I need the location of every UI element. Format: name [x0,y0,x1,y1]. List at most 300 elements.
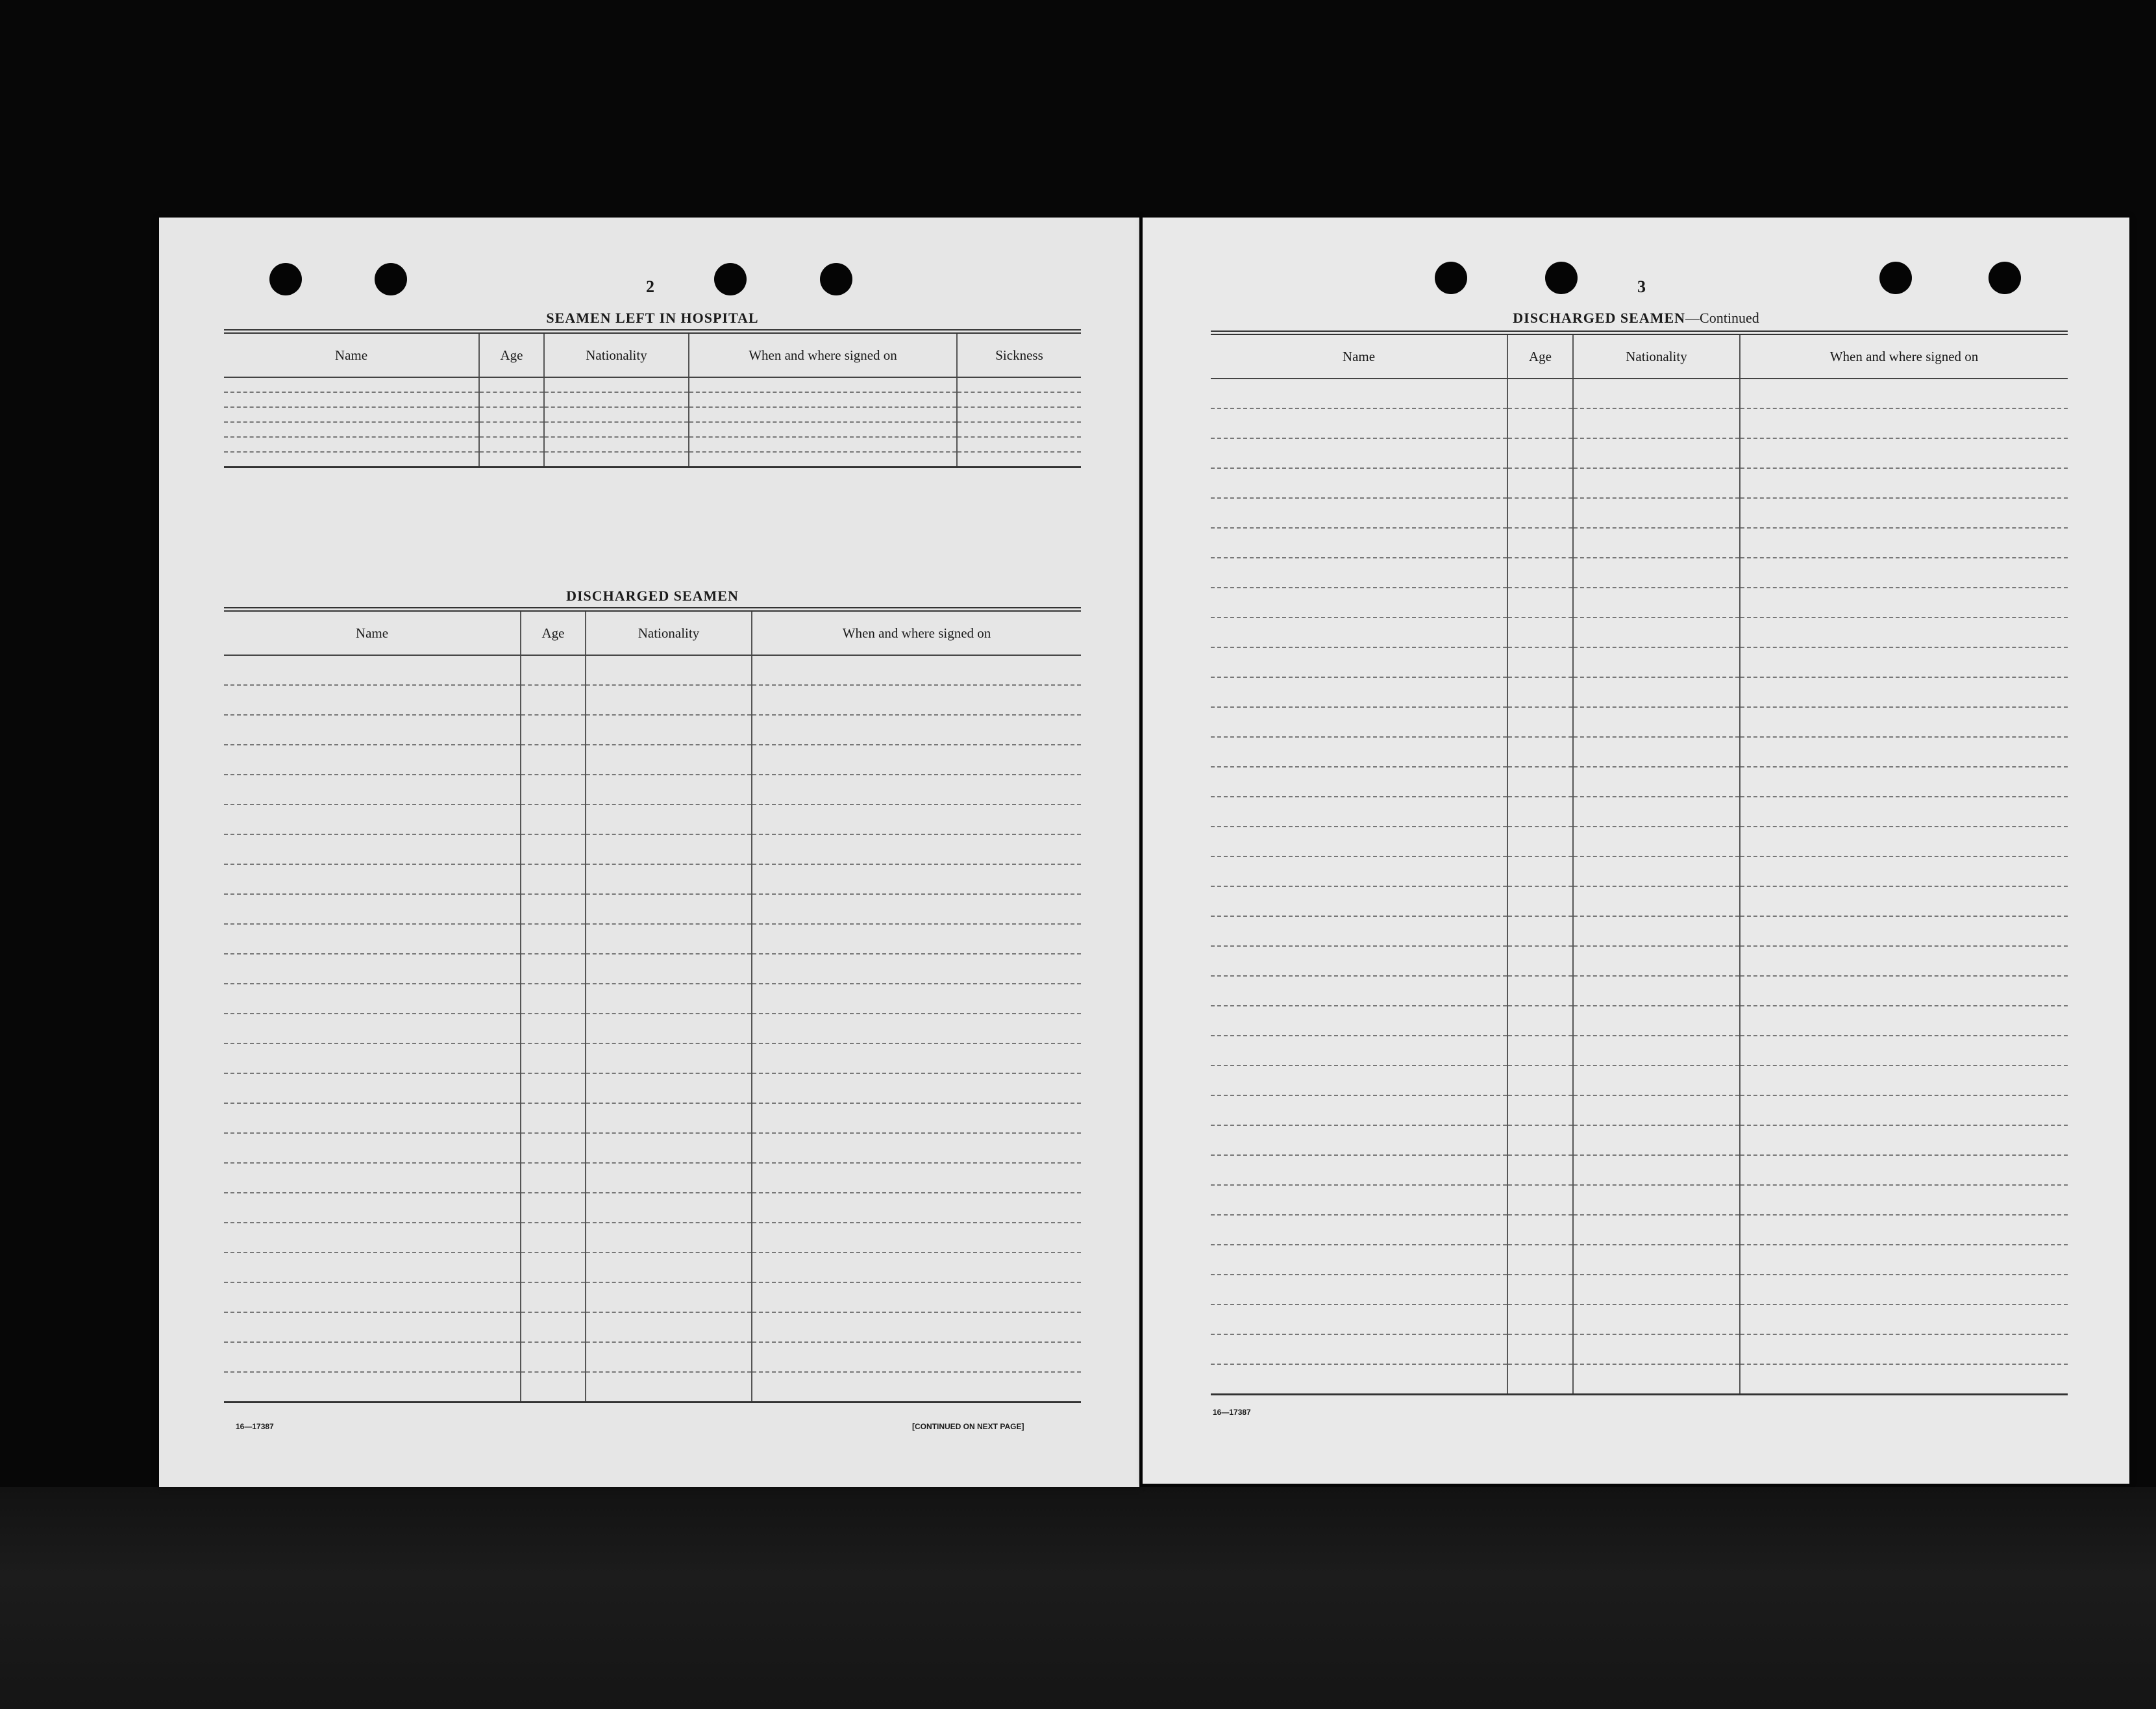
table-cell[interactable] [224,1043,521,1073]
table-cell[interactable] [1507,946,1573,976]
table-cell[interactable] [1507,1155,1573,1185]
table-header-row [1211,333,2068,379]
table-cell[interactable] [521,685,586,715]
table-cell[interactable] [1573,946,1740,976]
table-cell[interactable] [521,834,586,864]
table-cell[interactable] [1507,498,1573,528]
table-cell[interactable] [1740,797,2068,827]
table-cell[interactable] [1507,856,1573,886]
table-cell[interactable] [1740,408,2068,438]
table-cell[interactable] [1211,1185,1507,1215]
table-cell[interactable] [1573,707,1740,737]
table-cell[interactable] [752,1163,1081,1193]
table-cell[interactable] [586,745,752,775]
discharged-continued-title [1143,310,2129,327]
table-cell[interactable] [224,452,479,467]
table-cell[interactable] [1211,946,1507,976]
table-cell[interactable] [1211,1334,1507,1364]
table-cell[interactable] [521,1372,586,1402]
table-cell[interactable] [544,407,689,422]
table-cell[interactable] [1507,737,1573,767]
table-cell[interactable] [752,894,1081,924]
page-number: 2 [646,277,654,296]
table-cell[interactable] [1740,1066,2068,1095]
table-cell[interactable] [224,1342,521,1372]
table-cell[interactable] [1507,886,1573,916]
table-cell[interactable] [1507,1185,1573,1215]
table-cell[interactable] [1740,886,2068,916]
table-cell[interactable] [521,1223,586,1253]
table-cell[interactable] [224,834,521,864]
table-header-row [224,610,1081,656]
table-cell[interactable] [586,685,752,715]
table-row [1211,827,2068,856]
table-cell[interactable] [1573,498,1740,528]
table-cell[interactable] [586,864,752,894]
table-cell[interactable] [224,924,521,954]
table-cell[interactable] [752,805,1081,834]
table-cell[interactable] [521,1133,586,1163]
table-cell[interactable] [224,1223,521,1253]
table-cell[interactable] [1573,1364,1740,1394]
table-cell[interactable] [1211,1245,1507,1275]
table-row [1211,1155,2068,1185]
table-cell[interactable] [586,775,752,805]
table-cell[interactable] [752,715,1081,745]
column-header-signed-on: When and where signed on [1740,333,2068,379]
table-cell[interactable] [1573,468,1740,498]
table-cell[interactable] [1740,1155,2068,1185]
table-cell[interactable] [1211,1125,1507,1155]
column-header-nationality: Nationality [586,610,752,656]
table-cell[interactable] [1507,767,1573,797]
table-cell[interactable] [521,1253,586,1282]
table-cell[interactable] [1573,1185,1740,1215]
table-cell[interactable] [586,1342,752,1372]
table-cell[interactable] [1573,558,1740,588]
table-cell[interactable] [1573,647,1740,677]
table-cell[interactable] [521,1312,586,1342]
table-cell[interactable] [1740,916,2068,946]
table-cell[interactable] [1507,558,1573,588]
table-cell[interactable] [1507,1066,1573,1095]
table-cell[interactable] [586,805,752,834]
table-cell[interactable] [521,1342,586,1372]
table-cell[interactable] [1573,617,1740,647]
table-cell[interactable] [1740,856,2068,886]
table-row [1211,1364,2068,1394]
table-cell[interactable] [1507,1245,1573,1275]
table-cell[interactable] [1573,1304,1740,1334]
table-cell[interactable] [224,1103,521,1133]
table-cell[interactable] [521,655,586,685]
table-cell[interactable] [752,1342,1081,1372]
table-cell[interactable] [479,437,544,452]
table-cell[interactable] [521,1163,586,1193]
table-cell[interactable] [1740,1245,2068,1275]
table-cell[interactable] [1740,438,2068,468]
table-cell[interactable] [1211,856,1507,886]
table-cell[interactable] [521,864,586,894]
table-cell[interactable] [224,984,521,1014]
table-cell[interactable] [224,392,479,407]
table-cell[interactable] [1573,1334,1740,1364]
table-cell[interactable] [224,1014,521,1043]
table-cell[interactable] [1573,856,1740,886]
table-cell[interactable] [479,407,544,422]
table-cell[interactable] [752,834,1081,864]
table-cell[interactable] [1211,1364,1507,1394]
table-cell[interactable] [224,864,521,894]
table-cell[interactable] [544,437,689,452]
table-row [1211,767,2068,797]
table-cell[interactable] [1573,976,1740,1006]
table-cell[interactable] [1573,528,1740,558]
table-cell[interactable] [689,437,957,452]
table-cell[interactable] [586,1133,752,1163]
table-cell[interactable] [752,1014,1081,1043]
table-cell[interactable] [479,392,544,407]
table-cell[interactable] [224,1312,521,1342]
table-cell[interactable] [1211,916,1507,946]
table-cell[interactable] [1507,438,1573,468]
table-cell[interactable] [957,437,1081,452]
table-cell[interactable] [1211,1095,1507,1125]
table-cell[interactable] [1211,827,1507,856]
table-cell[interactable] [521,924,586,954]
table-row [1211,916,2068,946]
table-cell[interactable] [752,924,1081,954]
table-cell[interactable] [1573,379,1740,408]
table-cell[interactable] [224,1282,521,1312]
table-cell[interactable] [544,422,689,437]
table-cell[interactable] [224,437,479,452]
table-cell[interactable] [752,1043,1081,1073]
table-row [224,1073,1081,1103]
table-cell[interactable] [586,1103,752,1133]
table-cell[interactable] [1507,1215,1573,1245]
table-cell[interactable] [1211,797,1507,827]
punch-hole [714,263,747,295]
table-cell[interactable] [1740,737,2068,767]
table-cell[interactable] [224,1133,521,1163]
table-cell[interactable] [1740,1036,2068,1066]
table-cell[interactable] [586,1073,752,1103]
table-cell[interactable] [1507,797,1573,827]
table-cell[interactable] [1507,1364,1573,1394]
table-row [224,1014,1081,1043]
table-cell[interactable] [1211,1215,1507,1245]
table-cell[interactable] [224,1193,521,1223]
table-cell[interactable] [1740,1215,2068,1245]
table-cell[interactable] [1507,647,1573,677]
punch-hole [820,263,852,295]
table-cell[interactable] [957,407,1081,422]
table-cell[interactable] [586,984,752,1014]
table-cell[interactable] [544,392,689,407]
table-cell[interactable] [957,392,1081,407]
table-cell[interactable] [1740,588,2068,617]
table-cell[interactable] [224,685,521,715]
table-cell[interactable] [752,954,1081,984]
table-cell[interactable] [1507,1304,1573,1334]
table-cell[interactable] [1507,1334,1573,1364]
table-cell[interactable] [1573,1095,1740,1125]
table-cell[interactable] [521,745,586,775]
table-cell[interactable] [1211,588,1507,617]
table-cell[interactable] [1507,379,1573,408]
table-cell[interactable] [586,1014,752,1043]
table-cell[interactable] [479,452,544,467]
table-cell[interactable] [1573,1245,1740,1275]
table-cell[interactable] [1507,1006,1573,1036]
table-cell[interactable] [1507,1095,1573,1125]
table-cell[interactable] [224,377,479,392]
table-cell[interactable] [1507,588,1573,617]
table-cell[interactable] [1740,827,2068,856]
table-cell[interactable] [1740,767,2068,797]
table-cell[interactable] [1211,498,1507,528]
table-cell[interactable] [1740,677,2068,707]
table-row [224,1223,1081,1253]
table-cell[interactable] [1211,1006,1507,1036]
table-cell[interactable] [752,655,1081,685]
table-cell[interactable] [1211,677,1507,707]
table-cell[interactable] [586,655,752,685]
table-row [224,685,1081,715]
table-cell[interactable] [1740,1125,2068,1155]
table-cell[interactable] [1507,1125,1573,1155]
table-cell[interactable] [586,894,752,924]
table-cell[interactable] [1507,408,1573,438]
table-cell[interactable] [752,1073,1081,1103]
table-cell[interactable] [479,377,544,392]
table-cell[interactable] [586,1193,752,1223]
table-cell[interactable] [752,1372,1081,1402]
table-cell[interactable] [1211,558,1507,588]
table-cell[interactable] [1211,886,1507,916]
table-cell[interactable] [1507,1275,1573,1304]
table-cell[interactable] [1211,438,1507,468]
table-cell[interactable] [1740,617,2068,647]
punch-hole [1545,262,1578,294]
table-cell[interactable] [1740,468,2068,498]
table-cell[interactable] [957,452,1081,467]
table-cell[interactable] [689,422,957,437]
table-cell[interactable] [521,1282,586,1312]
table-cell[interactable] [1573,737,1740,767]
table-cell[interactable] [1740,1006,2068,1036]
table-cell[interactable] [1211,767,1507,797]
table-cell[interactable] [752,1253,1081,1282]
table-cell[interactable] [1507,617,1573,647]
table-cell[interactable] [1573,916,1740,946]
table-header-row [224,332,1081,378]
table-cell[interactable] [1507,528,1573,558]
column-header-sickness: Sickness [957,332,1081,378]
table-cell[interactable] [224,1163,521,1193]
table-cell[interactable] [521,984,586,1014]
table-cell[interactable] [1507,707,1573,737]
table-cell[interactable] [1740,1334,2068,1364]
table-cell[interactable] [1573,588,1740,617]
table-cell[interactable] [586,1163,752,1193]
table-cell[interactable] [586,1043,752,1073]
table-cell[interactable] [1573,1275,1740,1304]
table-cell[interactable] [521,775,586,805]
table-cell[interactable] [1507,1036,1573,1066]
table-cell[interactable] [1211,976,1507,1006]
table-cell[interactable] [1211,379,1507,408]
table-cell[interactable] [586,1223,752,1253]
table-cell[interactable] [1573,767,1740,797]
table-cell[interactable] [1211,468,1507,498]
table-cell[interactable] [521,894,586,924]
table-cell[interactable] [1211,1275,1507,1304]
table-cell[interactable] [957,422,1081,437]
table-cell[interactable] [1740,1095,2068,1125]
table-cell[interactable] [1507,916,1573,946]
table-cell[interactable] [586,1253,752,1282]
table-cell[interactable] [1573,1155,1740,1185]
table-cell[interactable] [1740,976,2068,1006]
table-row [1211,1215,2068,1245]
table-cell[interactable] [1211,617,1507,647]
table-cell[interactable] [224,1073,521,1103]
punch-hole [375,263,407,295]
table-cell[interactable] [224,805,521,834]
table-cell[interactable] [752,984,1081,1014]
table-cell[interactable] [521,1073,586,1103]
table-cell[interactable] [224,954,521,984]
table-cell[interactable] [586,1372,752,1402]
table-cell[interactable] [1740,558,2068,588]
table-cell[interactable] [1211,408,1507,438]
table-cell[interactable] [224,1372,521,1402]
table-cell[interactable] [479,422,544,437]
table-cell[interactable] [224,894,521,924]
table-cell[interactable] [1573,1215,1740,1245]
table-cell[interactable] [1740,1185,2068,1215]
table-cell[interactable] [224,1253,521,1282]
table-cell[interactable] [957,377,1081,392]
table-cell[interactable] [1740,528,2068,558]
table-cell[interactable] [1211,1155,1507,1185]
table-cell[interactable] [586,1282,752,1312]
table-cell[interactable] [1740,379,2068,408]
table-cell[interactable] [224,407,479,422]
table-cell[interactable] [1573,827,1740,856]
table-row [1211,1334,2068,1364]
table-row [224,984,1081,1014]
table-cell[interactable] [689,392,957,407]
table-cell[interactable] [752,745,1081,775]
table-cell[interactable] [1740,707,2068,737]
table-cell[interactable] [1573,438,1740,468]
table-cell[interactable] [1740,1364,2068,1394]
table-cell[interactable] [521,954,586,984]
table-cell[interactable] [1211,1304,1507,1334]
table-cell[interactable] [752,1133,1081,1163]
table-cell[interactable] [1211,1066,1507,1095]
table-cell[interactable] [1507,468,1573,498]
table-cell[interactable] [586,715,752,745]
table-cell[interactable] [1211,647,1507,677]
table-cell[interactable] [689,377,957,392]
print-code: 16—17387 [1213,1408,1251,1417]
table-cell[interactable] [224,422,479,437]
table-row [224,437,1081,452]
hospital-table [224,329,1081,468]
table-cell[interactable] [521,1193,586,1223]
table-cell[interactable] [689,452,957,467]
table-cell[interactable] [1507,677,1573,707]
table-cell[interactable] [224,775,521,805]
table-cell[interactable] [1573,408,1740,438]
table-cell[interactable] [752,685,1081,715]
table-cell[interactable] [1507,827,1573,856]
table-cell[interactable] [586,1312,752,1342]
table-cell[interactable] [1211,528,1507,558]
table-cell[interactable] [1740,946,2068,976]
table-cell[interactable] [689,407,957,422]
table-cell[interactable] [1740,1304,2068,1334]
table-cell[interactable] [752,1282,1081,1312]
table-cell[interactable] [1573,677,1740,707]
table-cell[interactable] [1573,886,1740,916]
table-row [224,422,1081,437]
table-cell[interactable] [521,1043,586,1073]
table-cell[interactable] [1211,737,1507,767]
table-row [1211,438,2068,468]
table-cell[interactable] [1573,1006,1740,1036]
table-row [224,1342,1081,1372]
table-row [224,392,1081,407]
table-cell[interactable] [224,715,521,745]
table-cell[interactable] [521,805,586,834]
table-cell[interactable] [1740,498,2068,528]
table-cell[interactable] [224,745,521,775]
table-body [224,655,1081,1402]
table-cell[interactable] [1211,1036,1507,1066]
table-cell[interactable] [521,715,586,745]
table-cell[interactable] [586,924,752,954]
table-cell[interactable] [1573,797,1740,827]
table-cell[interactable] [1740,1275,2068,1304]
table-cell[interactable] [521,1103,586,1133]
table-cell[interactable] [1573,1066,1740,1095]
column-header-name: Name [224,332,479,378]
table-cell[interactable] [1211,707,1507,737]
table-cell[interactable] [752,1103,1081,1133]
table-cell[interactable] [752,1223,1081,1253]
table-cell[interactable] [586,954,752,984]
table-cell[interactable] [521,1014,586,1043]
table-cell[interactable] [544,377,689,392]
table-cell[interactable] [752,1193,1081,1223]
table-cell[interactable] [1740,647,2068,677]
table-cell[interactable] [752,864,1081,894]
table-cell[interactable] [1573,1125,1740,1155]
table-cell[interactable] [1507,976,1573,1006]
table-cell[interactable] [586,834,752,864]
table-cell[interactable] [752,1312,1081,1342]
table-row [1211,677,2068,707]
table-cell[interactable] [544,452,689,467]
table-cell[interactable] [1573,1036,1740,1066]
table-cell[interactable] [752,775,1081,805]
table-cell[interactable] [224,655,521,685]
